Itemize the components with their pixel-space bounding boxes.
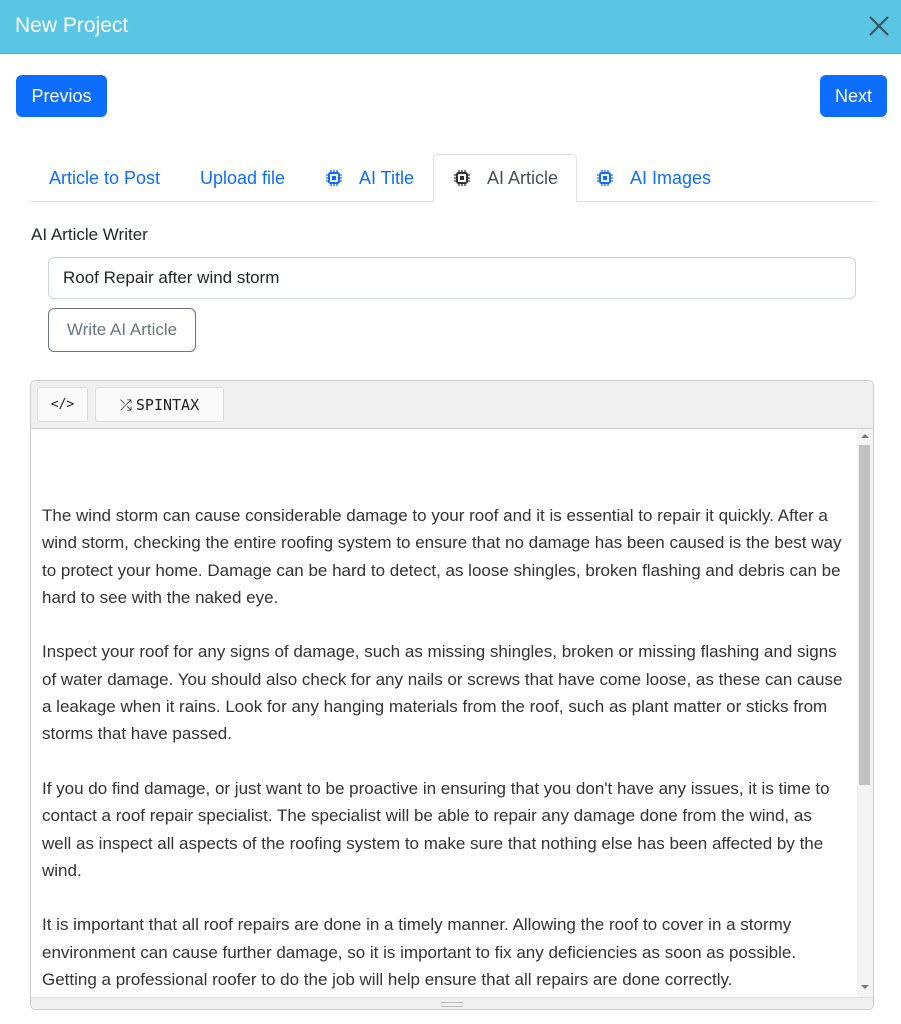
tab-ai-images[interactable] xyxy=(596,154,711,202)
rich-text-editor xyxy=(30,380,874,1010)
paragraph: If you do find damage, or just want to be proactive in ensuring that you don't have any issues, it is time to contact a roof repair specialist. The specialist will be able to repair any damage done from the wind, as well as inspect all aspects of the roofing system to make sure that nothing else has been affected by the wind. xyxy=(42,778,830,880)
code-view-button[interactable]: </> xyxy=(37,387,88,422)
modal-header xyxy=(0,0,901,54)
resize-handle[interactable] xyxy=(31,997,873,1010)
shuffle-icon: ⤮ xyxy=(119,395,132,414)
tab-label: AI Images xyxy=(630,167,712,188)
tab-ai-title[interactable] xyxy=(325,154,414,202)
spintax-button[interactable] xyxy=(95,387,224,422)
previous-button[interactable]: Previos xyxy=(16,75,107,117)
close-icon[interactable] xyxy=(866,12,892,40)
editor-toolbar xyxy=(31,381,873,429)
cpu-icon xyxy=(325,169,343,187)
tab-upload-file[interactable]: Upload file xyxy=(200,167,286,188)
topic-input[interactable]: Roof Repair after wind storm xyxy=(48,257,856,299)
next-button[interactable]: Next xyxy=(820,75,887,117)
grip-icon xyxy=(441,1002,463,1007)
tab-ai-article[interactable] xyxy=(433,154,577,202)
writer-label: AI Article Writer xyxy=(31,225,148,244)
scrollbar-thumb[interactable] xyxy=(859,445,870,785)
tab-label: AI Title xyxy=(359,167,415,188)
modal-title: New Project xyxy=(15,14,129,37)
editor-content[interactable] xyxy=(31,429,857,997)
paragraph: Inspect your roof for any signs of damage, such as missing shingles, broken or missing flashing and signs of water damage. You should also check for any nails or screws that have come loose, as these can cause a leakage when it rains. Look for any hanging materials from the roof, such as plant matter or sticks from storms that have passed. xyxy=(42,642,843,744)
scroll-down-icon[interactable] xyxy=(861,985,869,989)
scrollbar[interactable] xyxy=(857,429,873,997)
cpu-icon xyxy=(453,169,471,187)
tab-label: AI Article xyxy=(487,167,559,188)
paragraph: The wind storm can cause considerable damage to your roof and it is essential to repair it quickly. After a wind storm, checking the entire roofing system to ensure that no damage has been caused is the best way to protect your home. Damage can be hard to detect, as loose shingles, broken flashing and debris can be hard to see with the naked eye. xyxy=(42,506,842,607)
paragraph: It is important that all roof repairs are done in a timely manner. Allowing the roof to cover in a stormy environment can cause further damage, so it is important to fix any deficiencies as soon as possible. Getting a professional roofer to do the job will help ensure that all repairs are done correctly. xyxy=(42,915,797,990)
cpu-icon xyxy=(596,169,614,187)
tab-article-to-post[interactable]: Article to Post xyxy=(49,167,161,188)
spintax-label: SPINTAX xyxy=(135,395,200,414)
write-ai-article-button[interactable]: Write AI Article xyxy=(48,308,196,352)
scroll-up-icon[interactable] xyxy=(861,434,869,438)
tab-bar xyxy=(30,154,875,202)
